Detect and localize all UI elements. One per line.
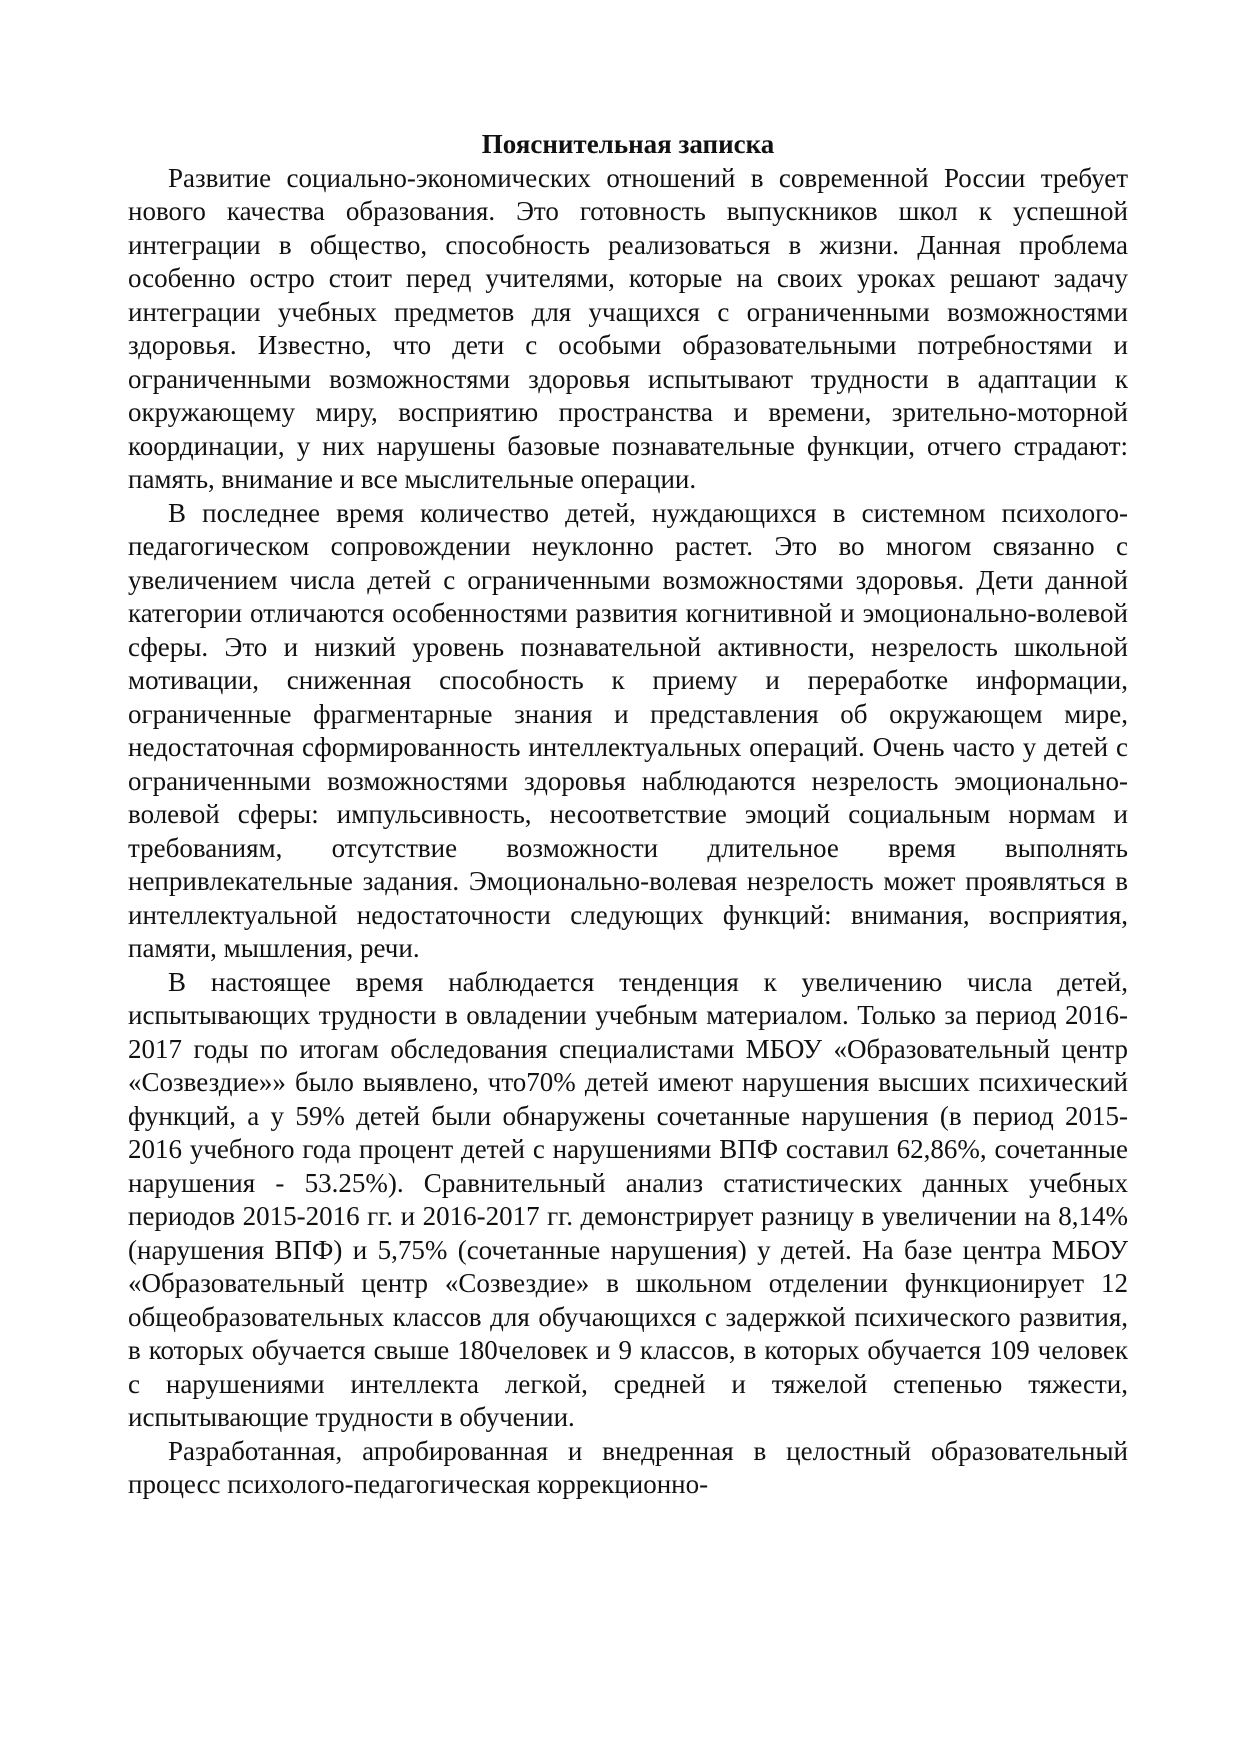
document-body xyxy=(128,128,1128,1502)
paragraph-4: Разработанная, апробированная и внедренная в целостный образовательный процесс психолого-педагогическая коррекционно- xyxy=(128,1435,1128,1499)
paragraph-3: В настоящее время наблюдается тенденция к увеличению числа детей, испытывающих трудности в овладении учебным материалом. Только за период 2016-2017 годы по итогам обследования специалистами МБОУ «Образовательный центр «Созвездие»» было выявлено, что70% детей имеют нарушения высших психический функций, а у 59% детей были обнаружены сочетанные нарушения (в период 2015-2016 учебного года процент детей с нарушениями ВПФ составил 62,86%, сочетанные нарушения - 53.25%). Сравнительный анализ статистических данных учебных периодов 2015-2016 гг. и 2016-2017 гг. демонстрирует разницу в увеличении на 8,14% (нарушения ВПФ) и 5,75% (сочетанные нарушения) у детей. На базе центра МБОУ «Образовательный центр «Созвездие» в школьном отделении функционирует 12 общеобразовательных классов для обучающихся с задержкой психического развития, в которых обучается свыше 180человек и 9 классов, в которых обучается 109 человек с нарушениями интеллекта легкой, средней и тяжелой степенью тяжести, испытывающие трудности в обучении. xyxy=(128,966,1128,1432)
document-title: Пояснительная записка xyxy=(481,129,775,159)
paragraph-2: В последнее время количество детей, нуждающихся в системном психолого-педагогическом сопровождении неуклонно растет. Это во многом связанно с увеличением числа детей с ограниченными возможностями здоровья. Дети данной категории отличаются особенностями развития когнитивной и эмоционально-волевой сферы. Это и низкий уровень познавательной активности, незрелость школьной мотивации, сниженная способность к приему и переработке информации, ограниченные фрагментарные знания и представления об окружающем мире, недостаточная сформированность интеллектуальных операций. Очень часто у детей с ограниченными возможностями здоровья наблюдаются незрелость эмоционально-волевой сферы: импульсивность, несоответствие эмоций социальным нормам и требованиям, отсутствие возможности длительное время выполнять непривлекательные задания. Эмоционально-волевая незрелость может проявляться в интеллектуальной недостаточности следующих функций: внимания, восприятия, памяти, мышления, речи. xyxy=(128,497,1128,963)
paragraph-1: Развитие социально-экономических отношений в современной России требует нового качества образования. Это готовность выпускников школ к успешной интеграции в общество, способность реализоваться в жизни. Данная проблема особенно остро стоит перед учителями, которые на своих уроках решают задачу интеграции учебных предметов для учащихся с ограниченными возможностями здоровья. Известно, что дети с особыми образовательными потребностями и ограниченными возможностями здоровья испытывают трудности в адаптации к окружающему миру, восприятию пространства и времени, зрительно-моторной координации, у них нарушены базовые познавательные функции, отчего страдают: память, внимание и все мыслительные операции. xyxy=(128,162,1128,494)
